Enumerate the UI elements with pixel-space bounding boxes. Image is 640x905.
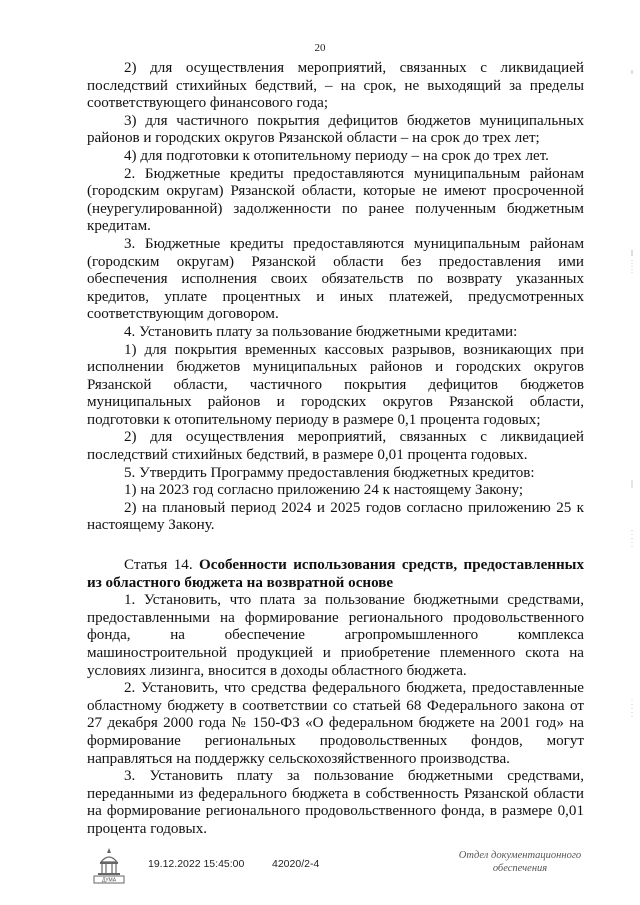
paragraph: 4. Установить плату за пользование бюджетными кредитами: <box>124 323 518 340</box>
article-label: Статья 14. <box>124 557 193 574</box>
department-stamp <box>445 849 595 875</box>
stamp-line: Отдел документационного <box>458 850 582 861</box>
paragraph: 1) на 2023 год согласно приложению 24 к настоящему Закону; <box>124 482 524 499</box>
article-paragraph: 3. Установить плату за пользование бюджетными средствами, переданными из федерального бюджета в собственность Рязанской области на формирование регионального продовольственного фонда, в размере 0,01 процента годовых. <box>87 768 584 837</box>
stamp-line: обеспечения <box>492 863 548 874</box>
paragraph: 2) для осуществления мероприятий, связанных с ликвидацией последствий стихийных бедствий, – на срок, не выходящий за пределы соответствующего финансового года; <box>87 60 584 112</box>
article-paragraph: 2. Установить, что средства федерального бюджета, предоставленные областному бюджету в соответствии со статьей 68 Федерального закона от 27 декабря 2000 года № 150-ФЗ «О федеральном бюджете на 2001 год» на формирование региональных продовольственных фондов, могут направляться на поддержку сельскохозяйственного производства. <box>87 680 584 767</box>
scan-edge-marks <box>630 60 634 840</box>
page-number: 20 <box>314 42 326 54</box>
paragraph: 2. Бюджетные кредиты предоставляются муниципальным районам (городским округам) Рязанской области, которые не имеют просроченной (неурегулированной) задолженности по ранее полученным бюджетным кредитам. <box>87 165 584 235</box>
paragraph: 3) для частичного покрытия дефицитов бюджетов муниципальных районов и городских округов Рязанской области – на срок до трех лет; <box>87 112 584 147</box>
article-heading <box>87 557 584 592</box>
logo-text: ДУМА <box>101 877 117 884</box>
paragraph: 2) на плановый период 2024 и 2025 годов согласно приложению 25 к настоящему Закону. <box>87 499 584 534</box>
document-body <box>87 60 584 839</box>
paragraph: 3. Бюджетные кредиты предоставляются муниципальным районам (городским округам) Рязанской области без предоставления ими обеспечения исполнения своих обязательств по возврату указанных кредитов, уплате процентных и иных платежей, предусмотренных соответствующим договором. <box>87 235 584 323</box>
paragraph: 5. Утвердить Программу предоставления бюджетных кредитов: <box>124 464 535 481</box>
article-paragraph: 1. Установить, что плата за пользование бюджетными средствами, предоставленными на формирование регионального продовольственного фонда, на обеспечение агропромышленного комплекса машиностроительной продукцией и приобретение племенного скота на условиях лизинга, вносится в доходы областного бюджета. <box>87 592 584 679</box>
duma-logo-icon <box>92 846 126 884</box>
paragraph: 1) для покрытия временных кассовых разрывов, возникающих при исполнении бюджетов муниципальных районов и городских округов Рязанской области, частичного покрытия дефицитов бюджетов муниципальных районов и городских округов Рязанской области, подготовки к отопительному периоду в размере 0,1 процента годовых; <box>87 341 584 428</box>
paragraph: 4) для подготовки к отопительному периоду – на срок до трех лет. <box>124 147 549 164</box>
footer-doc-code: 42020/2-4 <box>272 858 320 870</box>
article-title: Особенности использования средств, предоставленных из областного бюджета на возвратной основе <box>87 557 584 591</box>
footer-datetime: 19.12.2022 15:45:00 <box>148 858 245 870</box>
paragraph: 2) для осуществления мероприятий, связанных с ликвидацией последствий стихийных бедствий, в размере 0,01 процента годовых. <box>87 429 584 464</box>
